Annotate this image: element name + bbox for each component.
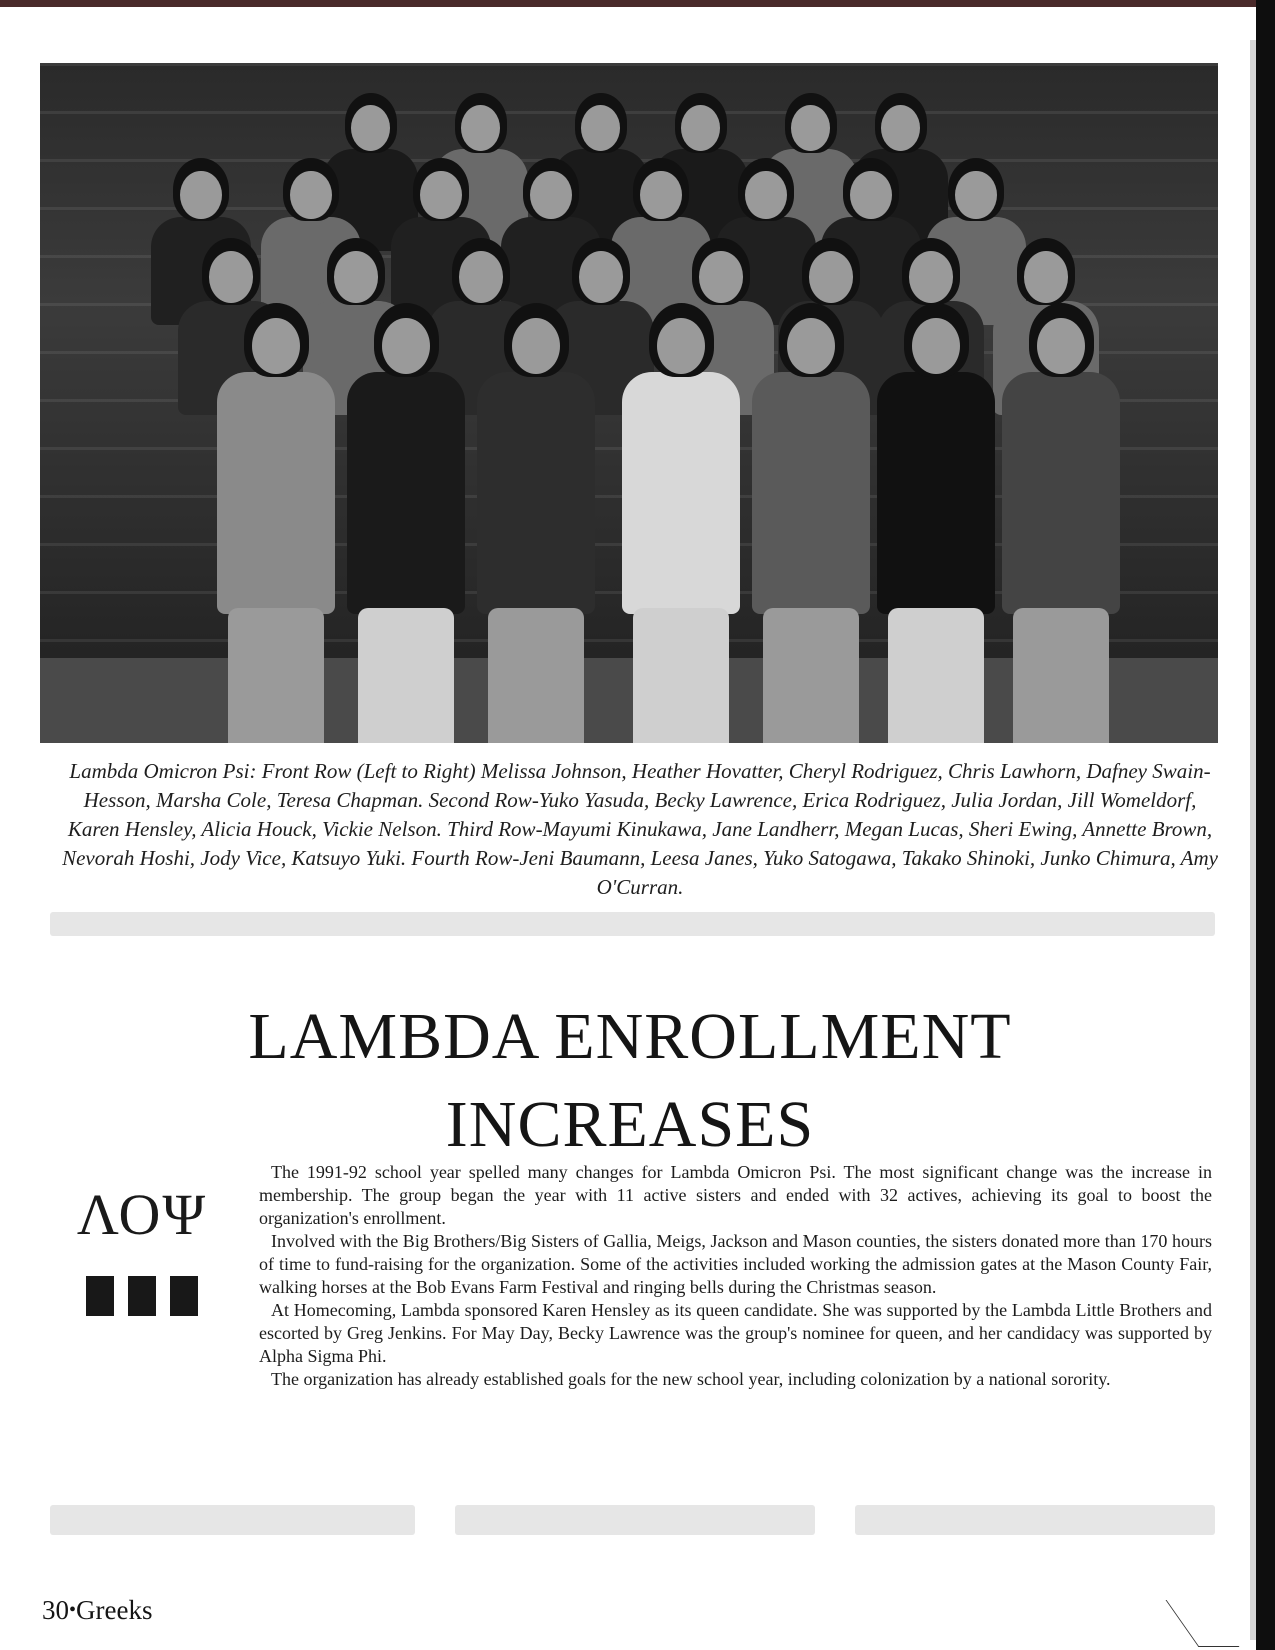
page-folio xyxy=(42,1594,152,1626)
print-smudge xyxy=(455,1505,815,1535)
page-number: 30 xyxy=(42,1595,69,1625)
three-bars-icon xyxy=(86,1276,198,1316)
article-body xyxy=(259,1161,1212,1391)
print-smudge xyxy=(855,1505,1215,1535)
section-name: Greeks xyxy=(76,1595,153,1625)
article-paragraph: The 1991-92 school year spelled many changes for Lambda Omicron Psi. The most significant change was the increase in membership. The group began the year with 11 active sisters and ended with 32 actives, achieving its goal to boost the organization's enrollment. xyxy=(259,1162,1212,1228)
article-paragraph: At Homecoming, Lambda sponsored Karen Hensley as its queen candidate. She was supported by the Lambda Little Brothers and escorted by Greg Jenkins. For May Day, Becky Lawrence was the group's nominee for queen, and her candidacy was supported by Alpha Sigma Phi. xyxy=(259,1300,1212,1366)
photo-caption: Lambda Omicron Psi: Front Row (Left to Right) Melissa Johnson, Heather Hovatter, Cheryl Rodriguez, Chris Lawhorn, Dafney Swain-Hesson, Marsha Cole, Teresa Chapman. Second Row-Yuko Yasuda, Becky Lawrence, Erica Rodriguez, Julia Jordan, Jill Womeldorf, Karen Hensley, Alicia Houck, Vickie Nelson. Third Row-Mayumi Kinukawa, Jane Landherr, Megan Lucas, Sheri Ewing, Annette Brown, Nevorah Hoshi, Jody Vice, Katsuyo Yuki. Fourth Row-Jeni Baumann, Leesa Janes, Yuko Satogawa, Takako Shinoki, Junko Chimura, Amy O'Curran. xyxy=(62,759,1218,899)
headline-line-1: LAMBDA ENROLLMENT xyxy=(248,1000,1012,1073)
article-paragraph: Involved with the Big Brothers/Big Sisters of Gallia, Meigs, Jackson and Mason counties, the sisters donated more than 170 hours of time to fund-raising for the organization. Some of the activities included working the admission gates at the Mason County Fair, walking horses at the Bob Evans Farm Festival and ringing bells during the Christmas season. xyxy=(259,1231,1212,1297)
group-photo xyxy=(40,63,1218,743)
page-fold-shadow xyxy=(1250,40,1256,1640)
article-paragraph: The organization has already established goals for the new school year, including colonization by a national sorority. xyxy=(271,1369,1111,1389)
greek-letters-logo: ΛΟΨ xyxy=(76,1182,208,1247)
headline xyxy=(60,993,1200,1169)
headline-line-2: INCREASES xyxy=(445,1088,815,1161)
print-smudge xyxy=(50,1505,415,1535)
print-smudge xyxy=(50,912,1215,936)
page-top-edge xyxy=(0,0,1275,7)
folio-separator: • xyxy=(69,1599,77,1621)
page-binding-edge xyxy=(1256,0,1275,1650)
page-corner-curl xyxy=(1166,1600,1240,1647)
